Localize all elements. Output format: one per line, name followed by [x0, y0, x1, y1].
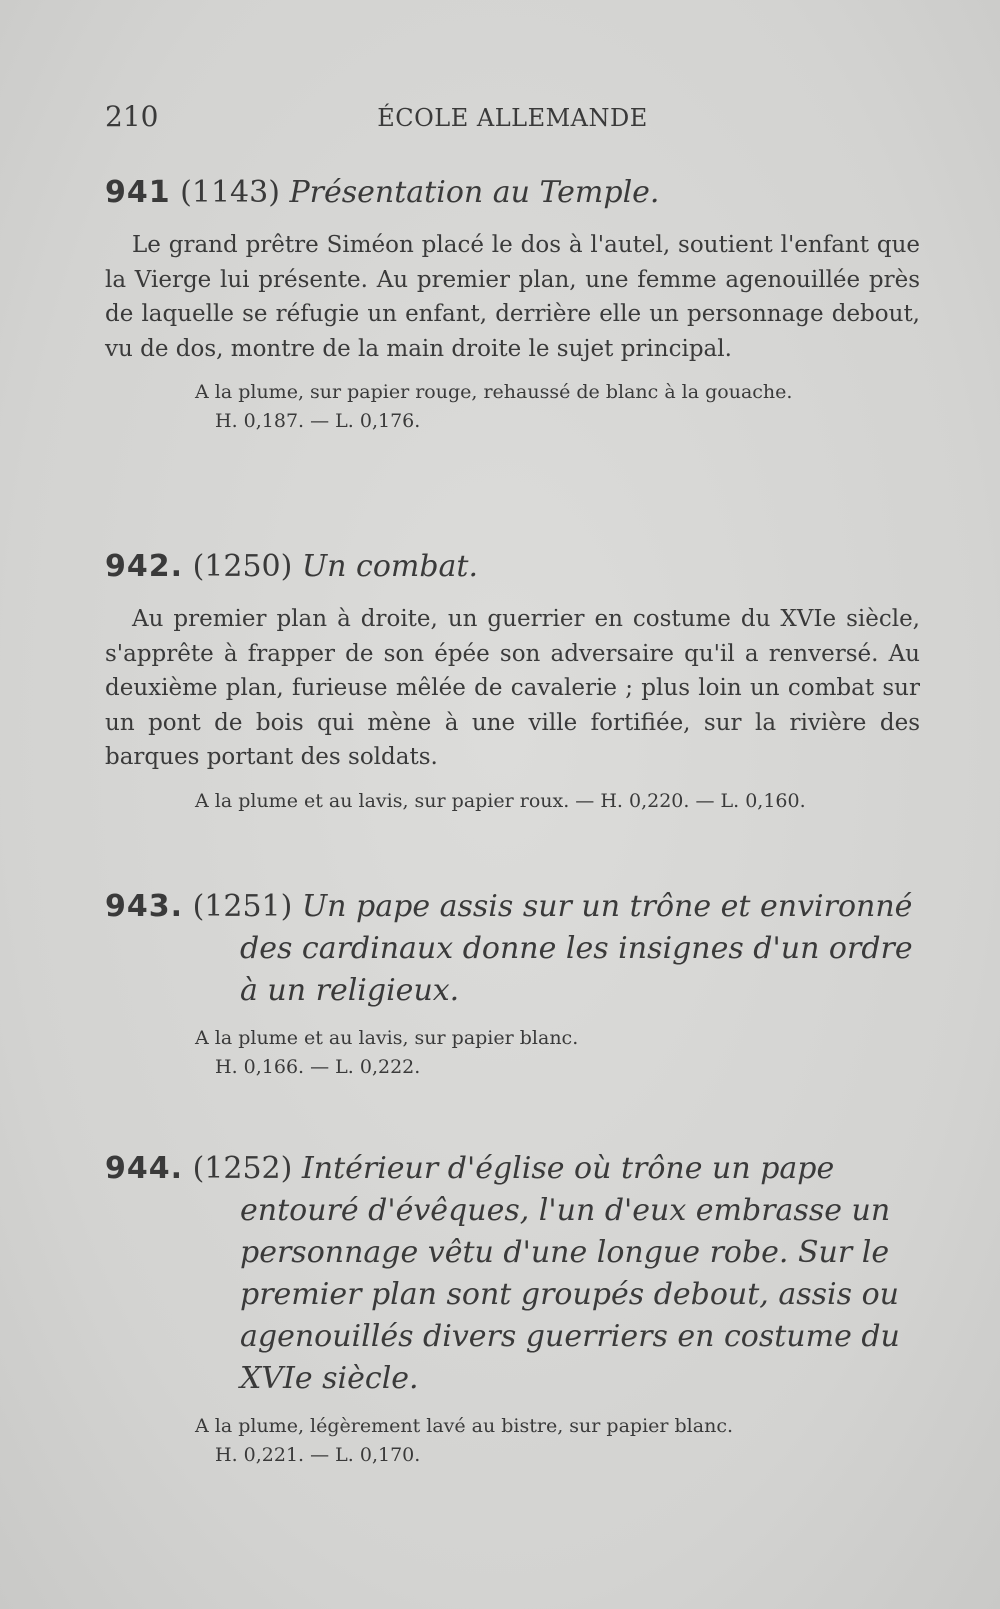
- entry-subject: Un combat.: [301, 549, 479, 584]
- entry-number: 943.: [105, 889, 184, 924]
- entry-reference: (1250): [192, 549, 293, 584]
- entry-technique: [105, 787, 920, 816]
- entry-reference: (1143): [180, 175, 280, 210]
- entry-subject: Présentation au Temple.: [289, 175, 660, 210]
- entry-title: [105, 546, 920, 588]
- catalogue-entry-944: [105, 1148, 920, 1470]
- entry-technique: [105, 378, 920, 436]
- entry-reference: (1252): [192, 1151, 293, 1186]
- entry-description: Au premier plan à droite, un guerrier en costume du XVIe siècle, s'apprête à frapper de son épée son adversaire qu'il a renversé. Au deuxième plan, furieuse mêlée de cavalerie ; plus loin un combat sur un pont de bois qui mène à une ville fortifiée, sur la rivière des barques portant des soldats.: [105, 606, 920, 770]
- entry-title: [105, 886, 920, 1012]
- entry-title: [105, 172, 920, 214]
- catalogue-entry-942: [105, 546, 920, 816]
- entry-number: 941: [105, 175, 171, 210]
- entry-number: 942.: [105, 549, 184, 584]
- technique-text: A la plume, légèrement lavé au bistre, sur papier blanc.: [195, 1415, 733, 1437]
- dimensions-text: H. 0,187. — L. 0,176.: [215, 410, 421, 432]
- entry-subject: Un pape assis sur un trône et environné des cardinaux donne les insignes d'un ordre à un religieux.: [240, 889, 913, 1008]
- entry-reference: (1251): [192, 889, 293, 924]
- technique-text: A la plume et au lavis, sur papier blanc.: [195, 1027, 579, 1049]
- technique-text: A la plume et au lavis, sur papier roux. — H. 0,220. — L. 0,160.: [195, 789, 806, 812]
- dimensions-text: H. 0,221. — L. 0,170.: [215, 1444, 421, 1466]
- running-header: [105, 100, 920, 140]
- entry-technique: [105, 1024, 920, 1082]
- entry-description: Le grand prêtre Siméon placé le dos à l'autel, soutient l'enfant que la Vierge lui présente. Au premier plan, une femme agenouillée près de laquelle se réfugie un enfant, derrière elle un personnage debout, vu de dos, montre de la main droite le sujet principal.: [105, 232, 920, 362]
- dimensions-text: H. 0,166. — L. 0,222.: [215, 1056, 421, 1078]
- entry-number: 944.: [105, 1151, 184, 1186]
- catalogue-entry-941: [105, 172, 920, 436]
- technique-text: A la plume, sur papier rouge, rehaussé de blanc à la gouache.: [195, 381, 793, 403]
- catalogue-entry-943: [105, 886, 920, 1082]
- page-number: 210: [105, 100, 159, 133]
- running-title: ÉCOLE ALLEMANDE: [377, 104, 648, 132]
- entry-title: [105, 1148, 920, 1400]
- entry-subject: Intérieur d'église où trône un pape entouré d'évêques, l'un d'eux embrasse un personnage vêtu d'une longue robe. Sur le premier plan sont groupés debout, assis ou agenouillés divers guerriers en costume du XVIe siècle.: [240, 1151, 900, 1396]
- entry-technique: [105, 1412, 920, 1470]
